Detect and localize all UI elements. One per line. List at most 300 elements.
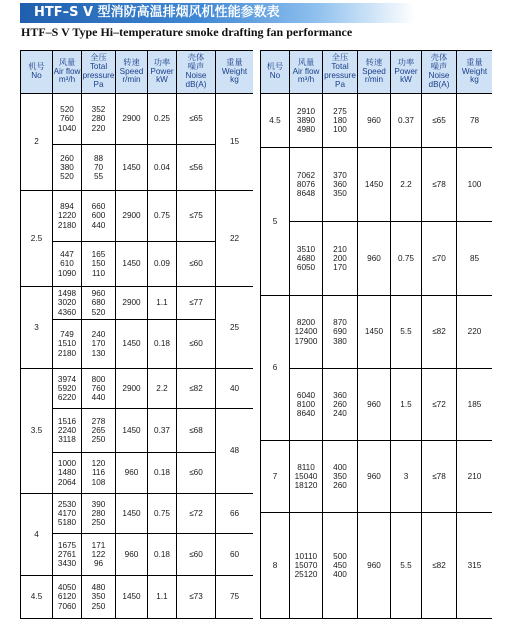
cell-airflow-text: 749	[60, 330, 74, 340]
cell-no-text: 7	[272, 471, 278, 481]
cell-pressure-text: 660	[91, 202, 106, 212]
cell-speed	[116, 145, 147, 190]
header-pressure-text: pressure	[324, 71, 356, 80]
cell-airflow-text: 3510	[296, 244, 316, 254]
cell-weight	[216, 94, 253, 190]
header-no	[261, 51, 289, 93]
cell-airflow-text: 6120	[57, 592, 77, 602]
cell-airflow-text: 8100	[296, 399, 316, 409]
header-speed-text: Speed	[362, 66, 386, 76]
cell-airflow-text: 8110	[297, 462, 315, 472]
cell-pressure	[323, 94, 357, 147]
cell-airflow-text: 15070	[294, 560, 318, 570]
cell-speed	[116, 287, 147, 319]
cell-weight-text: 315	[467, 560, 482, 570]
cell-airflow-text: 2530	[57, 499, 77, 509]
cell-pressure-text: 680	[91, 298, 106, 308]
cell-noise	[177, 494, 215, 533]
cell-weight-text: 60	[229, 549, 240, 559]
cell-no	[261, 513, 289, 618]
cell-weight	[216, 409, 253, 493]
header-weight-text: Weight	[461, 66, 488, 76]
cell-weight	[216, 287, 253, 368]
cell-power-text: 0.09	[154, 259, 170, 269]
header-speed	[116, 51, 147, 93]
cell-airflow-text: 1220	[57, 211, 77, 221]
cell-no-text: 3.5	[30, 426, 43, 436]
cell-speed	[116, 453, 147, 493]
cell-weight	[216, 369, 253, 408]
cell-pressure-text: 240	[333, 409, 347, 419]
cell-airflow-text: 1498	[57, 289, 77, 299]
cell-power-text: 1.1	[156, 592, 168, 602]
cell-pressure	[82, 287, 115, 319]
cell-pressure-text: 480	[91, 583, 106, 593]
cell-pressure-text: 800	[91, 374, 106, 384]
cell-airflow-text: 380	[60, 162, 74, 172]
cell-pressure-text: 171	[91, 540, 106, 550]
cell-pressure-text: 150	[91, 259, 106, 269]
cell-pressure-text: 250	[91, 518, 106, 528]
cell-power-text: 0.75	[398, 253, 414, 263]
cell-weight	[457, 513, 492, 618]
cell-no	[21, 191, 52, 286]
performance-table-right	[260, 50, 492, 619]
header-speed-text: Speed	[119, 66, 144, 76]
header-speed-text: 转速	[123, 57, 140, 67]
cell-pressure-text: 360	[333, 390, 347, 400]
cell-airflow-text: 15040	[294, 471, 318, 481]
cell-pressure	[323, 148, 357, 221]
cell-noise-text: ≤68	[189, 425, 203, 435]
cell-pressure-text: 180	[333, 115, 347, 125]
cell-power	[391, 296, 421, 368]
cell-power	[148, 320, 176, 368]
header-weight	[457, 51, 492, 93]
cell-speed-text: 960	[367, 253, 381, 263]
cell-airflow	[53, 369, 81, 408]
cell-airflow-text: 520	[60, 172, 74, 182]
cell-pressure-text: 520	[91, 307, 106, 317]
cell-noise-text: ≤56	[189, 162, 203, 172]
cell-speed-text: 1450	[122, 425, 141, 435]
cell-airflow-text: 4050	[57, 583, 77, 593]
header-airflow	[53, 51, 81, 93]
cell-weight	[457, 441, 492, 512]
header-power-text: kW	[400, 75, 412, 85]
cell-weight-text: 78	[469, 115, 480, 125]
header-pressure	[323, 51, 357, 93]
cell-pressure-text: 170	[333, 263, 347, 273]
header-weight-text: kg	[230, 75, 239, 85]
cell-weight	[457, 148, 492, 221]
cell-pressure-text: 960	[91, 289, 106, 299]
cell-power-text: 0.18	[154, 549, 170, 559]
header-airflow-text: 风量	[297, 57, 315, 67]
cell-pressure-text: 265	[91, 425, 106, 435]
cell-noise-text: ≤78	[432, 471, 446, 481]
header-weight-text: Weight	[221, 66, 248, 76]
cell-airflow	[290, 369, 322, 440]
cell-airflow-text: 8648	[296, 189, 316, 199]
header-noise-text: 壳体	[430, 53, 448, 63]
cell-no-text: 4	[34, 529, 39, 539]
cell-pressure-text: 120	[91, 459, 106, 469]
cell-pressure-text: 100	[333, 125, 347, 135]
performance-table-left	[20, 50, 253, 619]
cell-pressure-text: 260	[333, 481, 347, 491]
header-weight	[216, 51, 253, 93]
cell-pressure-text: 108	[91, 477, 106, 487]
cell-weight	[457, 94, 492, 147]
cell-pressure	[323, 222, 357, 295]
cell-airflow-text: 7060	[57, 601, 77, 611]
cell-airflow	[53, 94, 81, 144]
cell-speed	[116, 576, 147, 618]
cell-airflow-text: 1000	[57, 459, 77, 469]
header-noise-text: Noise	[428, 71, 450, 80]
header-airflow-text: Air flow	[292, 66, 320, 76]
cell-weight-text: 15	[229, 137, 240, 147]
cell-pressure-text: 275	[333, 106, 347, 116]
header-pressure	[82, 51, 115, 93]
cell-power-text: 5.5	[400, 327, 412, 337]
cell-pressure-text: 122	[91, 549, 106, 559]
cell-airflow-text: 1480	[57, 468, 77, 478]
cell-noise	[177, 191, 215, 241]
cell-power-text: 2.2	[400, 179, 412, 189]
header-noise-text: dB(A)	[185, 79, 207, 89]
cell-noise-text: ≤70	[432, 253, 446, 263]
header-pressure-text: Pa	[334, 79, 345, 89]
cell-noise-text: ≤72	[432, 399, 446, 409]
cell-pressure	[82, 369, 115, 408]
cell-noise	[422, 94, 456, 147]
cell-weight	[457, 369, 492, 440]
cell-weight	[457, 296, 492, 368]
cell-no	[261, 148, 289, 295]
cell-airflow	[290, 148, 322, 221]
cell-pressure-text: 450	[333, 560, 347, 570]
header-power-text: Power	[150, 66, 174, 76]
cell-no-text: 6	[272, 363, 278, 373]
title-english: HTF–S V Type Hi–temperature smoke drafting fan performance	[21, 25, 353, 39]
cell-pressure-text: 400	[333, 462, 347, 472]
cell-noise	[177, 145, 215, 190]
cell-weight-text: 40	[229, 383, 240, 393]
cell-pressure	[82, 145, 115, 190]
header-no-text: No	[31, 71, 42, 80]
cell-airflow-text: 2240	[57, 425, 77, 435]
cell-power-text: 2.2	[156, 383, 168, 393]
cell-speed	[116, 534, 147, 575]
cell-noise	[177, 409, 215, 452]
cell-airflow-text: 17900	[294, 336, 318, 346]
cell-no	[21, 287, 52, 368]
cell-pressure-text: 250	[91, 435, 106, 445]
header-noise-text: Noise	[185, 71, 207, 80]
cell-power	[148, 287, 176, 319]
cell-no	[21, 494, 52, 575]
cell-airflow-text: 2761	[57, 549, 77, 559]
cell-no-text: 5	[272, 216, 278, 226]
header-pressure-text: Total	[331, 62, 349, 72]
cell-airflow-text: 6050	[296, 263, 316, 273]
cell-pressure	[323, 296, 357, 368]
cell-power-text: 0.75	[154, 508, 170, 518]
cell-noise-text: ≤72	[189, 508, 203, 518]
cell-speed-text: 1450	[364, 327, 384, 337]
cell-pressure-text: 165	[91, 250, 106, 260]
cell-no-text: 4.5	[269, 115, 281, 125]
cell-pressure-text: 55	[93, 172, 104, 182]
cell-pressure-text: 352	[91, 105, 106, 115]
header-power-text: 功率	[397, 57, 415, 67]
cell-speed-text: 960	[367, 399, 381, 409]
cell-no-text: 8	[272, 560, 278, 570]
header-airflow	[290, 51, 322, 93]
cell-no	[261, 441, 289, 512]
header-airflow-text: 风量	[58, 57, 76, 67]
cell-noise	[177, 453, 215, 493]
cell-pressure-text: 600	[91, 211, 106, 221]
cell-weight-text: 185	[467, 399, 482, 409]
cell-speed	[116, 191, 147, 241]
cell-power	[148, 453, 176, 493]
cell-speed	[358, 441, 390, 512]
cell-pressure-text: 240	[91, 330, 106, 340]
cell-power	[391, 441, 421, 512]
cell-speed	[358, 513, 390, 618]
cell-pressure-text: 170	[91, 339, 106, 349]
cell-airflow	[290, 94, 322, 147]
cell-power-text: 0.18	[154, 468, 170, 478]
cell-speed-text: 2900	[122, 114, 141, 124]
cell-noise	[177, 369, 215, 408]
cell-pressure-text: 380	[333, 336, 347, 346]
cell-weight-text: 85	[469, 253, 480, 263]
cell-pressure-text: 350	[333, 471, 347, 481]
cell-airflow-text: 4980	[296, 125, 316, 135]
cell-power	[391, 148, 421, 221]
cell-power-text: 0.25	[154, 114, 170, 124]
header-noise-text: 噪声	[187, 62, 205, 72]
cell-pressure	[82, 409, 115, 452]
header-pressure-text: Total	[89, 62, 108, 72]
cell-power-text: 0.37	[398, 115, 414, 125]
header-noise-text: dB(A)	[428, 79, 450, 89]
header-pressure-text: Pa	[93, 79, 104, 89]
cell-speed-text: 960	[367, 471, 381, 481]
cell-noise-text: ≤73	[189, 592, 203, 602]
cell-power-text: 5.5	[400, 560, 412, 570]
cell-weight	[457, 222, 492, 295]
cell-power-text: 0.18	[154, 339, 170, 349]
cell-airflow-text: 3430	[57, 559, 77, 569]
cell-airflow-text: 8640	[296, 409, 316, 419]
header-power	[148, 51, 176, 93]
cell-speed	[116, 409, 147, 452]
header-speed-text: r/min	[122, 75, 141, 85]
cell-noise-text: ≤60	[189, 468, 203, 478]
cell-airflow-text: 1090	[57, 268, 77, 278]
cell-speed-text: 960	[124, 549, 139, 559]
cell-airflow	[53, 494, 81, 533]
cell-airflow-text: 2064	[57, 477, 77, 487]
cell-pressure-text: 280	[91, 508, 106, 518]
cell-airflow-text: 1510	[57, 339, 77, 349]
cell-pressure	[82, 242, 115, 286]
cell-pressure-text: 390	[91, 499, 106, 509]
cell-airflow-text: 1040	[57, 123, 77, 133]
cell-speed-text: 960	[367, 560, 381, 570]
cell-speed	[116, 494, 147, 533]
cell-speed-text: 960	[367, 115, 381, 125]
cell-noise	[422, 148, 456, 221]
cell-pressure	[82, 576, 115, 618]
cell-weight-text: 48	[229, 446, 240, 456]
cell-speed	[116, 94, 147, 144]
cell-pressure-text: 260	[333, 399, 347, 409]
cell-noise	[177, 94, 215, 144]
cell-airflow-text: 3118	[58, 435, 76, 445]
header-speed-text: 转速	[365, 57, 383, 67]
cell-power-text: 0.75	[154, 211, 170, 221]
cell-noise-text: ≤60	[189, 259, 203, 269]
cell-speed-text: 2900	[122, 298, 141, 308]
cell-noise	[177, 242, 215, 286]
cell-noise	[422, 441, 456, 512]
cell-pressure	[323, 513, 357, 618]
header-noise	[422, 51, 456, 93]
cell-no	[261, 94, 289, 147]
cell-airflow	[53, 145, 81, 190]
cell-pressure-text: 110	[91, 268, 106, 278]
header-speed-text: r/min	[364, 75, 384, 85]
cell-airflow-text: 3890	[296, 115, 316, 125]
cell-pressure-text: 440	[91, 220, 106, 230]
cell-power	[148, 576, 176, 618]
cell-pressure-text: 88	[93, 153, 104, 163]
cell-airflow-text: 4360	[57, 307, 77, 317]
cell-no-text: 4.5	[30, 592, 43, 602]
cell-power	[148, 494, 176, 533]
cell-weight-text: 210	[467, 471, 482, 481]
cell-noise	[177, 287, 215, 319]
cell-power	[391, 513, 421, 618]
cell-noise-text: ≤60	[189, 549, 203, 559]
cell-airflow	[53, 287, 81, 319]
cell-airflow	[53, 409, 81, 452]
cell-noise	[422, 222, 456, 295]
cell-speed	[358, 148, 390, 221]
cell-power	[148, 145, 176, 190]
cell-noise	[422, 296, 456, 368]
cell-pressure-text: 220	[91, 123, 106, 133]
cell-airflow	[53, 453, 81, 493]
cell-pressure-text: 360	[333, 179, 347, 189]
cell-pressure-text: 350	[91, 592, 106, 602]
cell-pressure	[323, 441, 357, 512]
cell-airflow-text: 18120	[294, 481, 318, 491]
cell-speed	[358, 369, 390, 440]
cell-power-text: 3	[403, 471, 409, 481]
cell-noise-text: ≤82	[432, 327, 446, 337]
cell-pressure-text: 870	[333, 318, 347, 328]
cell-airflow-text: 8200	[296, 318, 316, 328]
header-airflow-text: m³/h	[297, 75, 315, 85]
cell-power	[148, 409, 176, 452]
cell-airflow-text: 4680	[296, 253, 316, 263]
cell-pressure-text: 280	[91, 114, 106, 124]
cell-weight	[216, 494, 253, 533]
cell-weight	[216, 576, 253, 618]
cell-speed-text: 1450	[364, 179, 384, 189]
header-noise	[177, 51, 215, 93]
cell-speed-text: 1450	[122, 508, 141, 518]
cell-airflow-text: 894	[60, 202, 74, 212]
header-pressure-text: pressure	[82, 71, 115, 80]
cell-noise-text: ≤75	[189, 211, 203, 221]
cell-airflow-text: 6040	[296, 390, 316, 400]
cell-airflow-text: 12400	[294, 327, 318, 337]
cell-airflow-text: 610	[60, 259, 74, 269]
cell-airflow	[53, 320, 81, 368]
cell-speed-text: 1450	[122, 162, 141, 172]
cell-weight-text: 22	[229, 233, 240, 243]
cell-noise	[177, 576, 215, 618]
cell-speed	[358, 94, 390, 147]
header-pressure-text: 全压	[331, 53, 349, 63]
cell-power-text: 0.37	[154, 425, 170, 435]
header-power-text: Power	[394, 66, 418, 76]
cell-power	[148, 94, 176, 144]
cell-airflow-text: 447	[60, 250, 74, 260]
cell-pressure	[82, 94, 115, 144]
cell-pressure-text: 440	[91, 393, 106, 403]
cell-pressure	[82, 320, 115, 368]
cell-speed-text: 1450	[122, 339, 141, 349]
cell-pressure-text: 210	[333, 244, 347, 254]
cell-airflow	[53, 191, 81, 241]
cell-weight-text: 220	[467, 327, 482, 337]
cell-airflow-text: 1516	[57, 416, 77, 426]
cell-speed	[358, 296, 390, 368]
cell-weight-text: 25	[229, 322, 240, 332]
cell-no	[21, 576, 52, 618]
header-no	[21, 51, 52, 93]
header-power-text: kW	[156, 75, 168, 85]
cell-airflow-text: 7062	[296, 170, 316, 180]
cell-airflow-text: 8076	[296, 179, 316, 189]
cell-pressure-text: 350	[333, 189, 347, 199]
cell-power-text: 0.04	[154, 162, 170, 172]
cell-airflow-text: 3974	[57, 374, 77, 384]
cell-pressure-text: 96	[93, 559, 104, 569]
cell-airflow-text: 260	[60, 153, 74, 163]
header-airflow-text: Air flow	[53, 66, 81, 76]
cell-weight	[216, 534, 253, 575]
cell-airflow-text: 2180	[57, 348, 77, 358]
cell-pressure-text: 400	[333, 570, 347, 580]
header-power-text: 功率	[153, 57, 171, 67]
cell-pressure-text: 370	[333, 170, 347, 180]
cell-speed	[358, 222, 390, 295]
cell-airflow	[290, 441, 322, 512]
cell-noise-text: ≤82	[432, 560, 446, 570]
cell-noise-text: ≤82	[189, 383, 203, 393]
cell-weight	[216, 191, 253, 286]
